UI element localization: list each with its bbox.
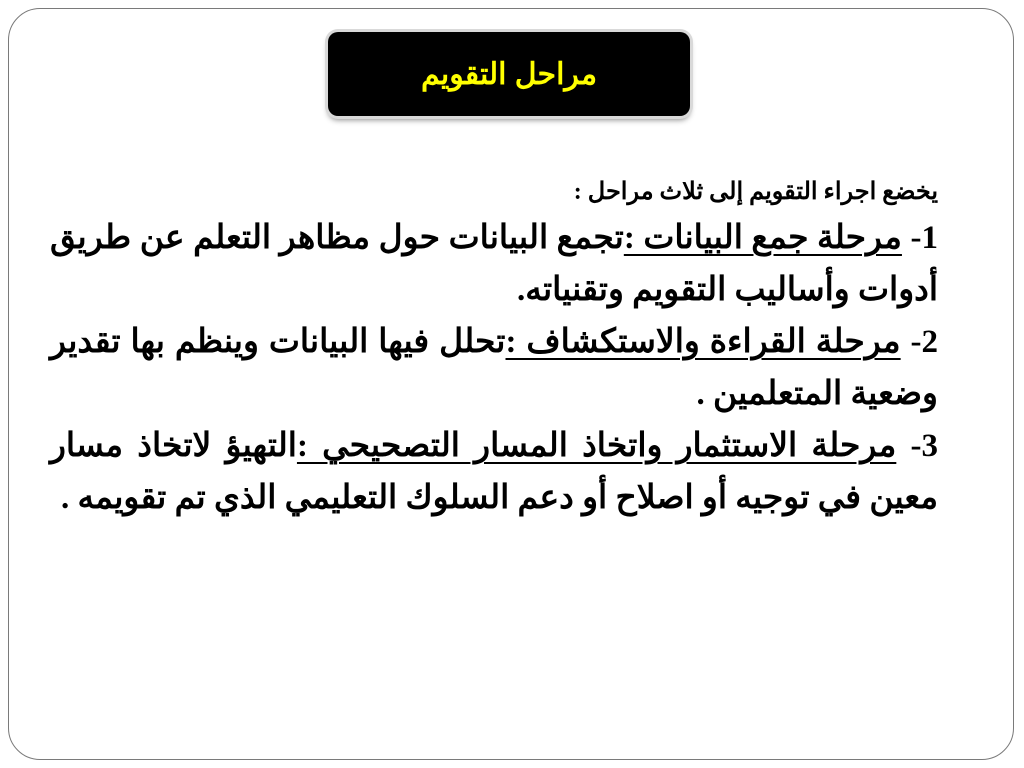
item-number: 3- (896, 428, 939, 464)
item-number: 1- (901, 220, 938, 256)
list-item (50, 212, 938, 316)
intro-text: يخضع اجراء التقويم إلى ثلاث مراحل : (573, 179, 938, 205)
slide-title: مراحل التقويم (420, 57, 598, 91)
item-heading: مرحلة القراءة والاستكشاف : (505, 324, 901, 360)
item-body: تجمع البيانات حول مظاهر التعلم عن طريق أدوات وأساليب التقويم وتقنياته. (50, 220, 938, 308)
slide-content (50, 172, 938, 524)
title-box (328, 32, 690, 116)
item-heading: مرحلة جمع البيانات : (623, 220, 902, 256)
list-item (50, 420, 938, 524)
item-number: 2- (900, 324, 939, 360)
item-body: تحلل فيها البيانات وينظم بها تقدير وضعية المتعلمين . (50, 324, 938, 412)
list-item (50, 316, 938, 420)
item-heading: مرحلة الاستثمار واتخاذ المسار التصحيحي : (296, 428, 897, 464)
item-body: التهيؤ لاتخاذ مسار معين في توجيه أو اصلاح أو دعم السلوك التعليمي الذي تم تقويمه . (50, 428, 938, 516)
